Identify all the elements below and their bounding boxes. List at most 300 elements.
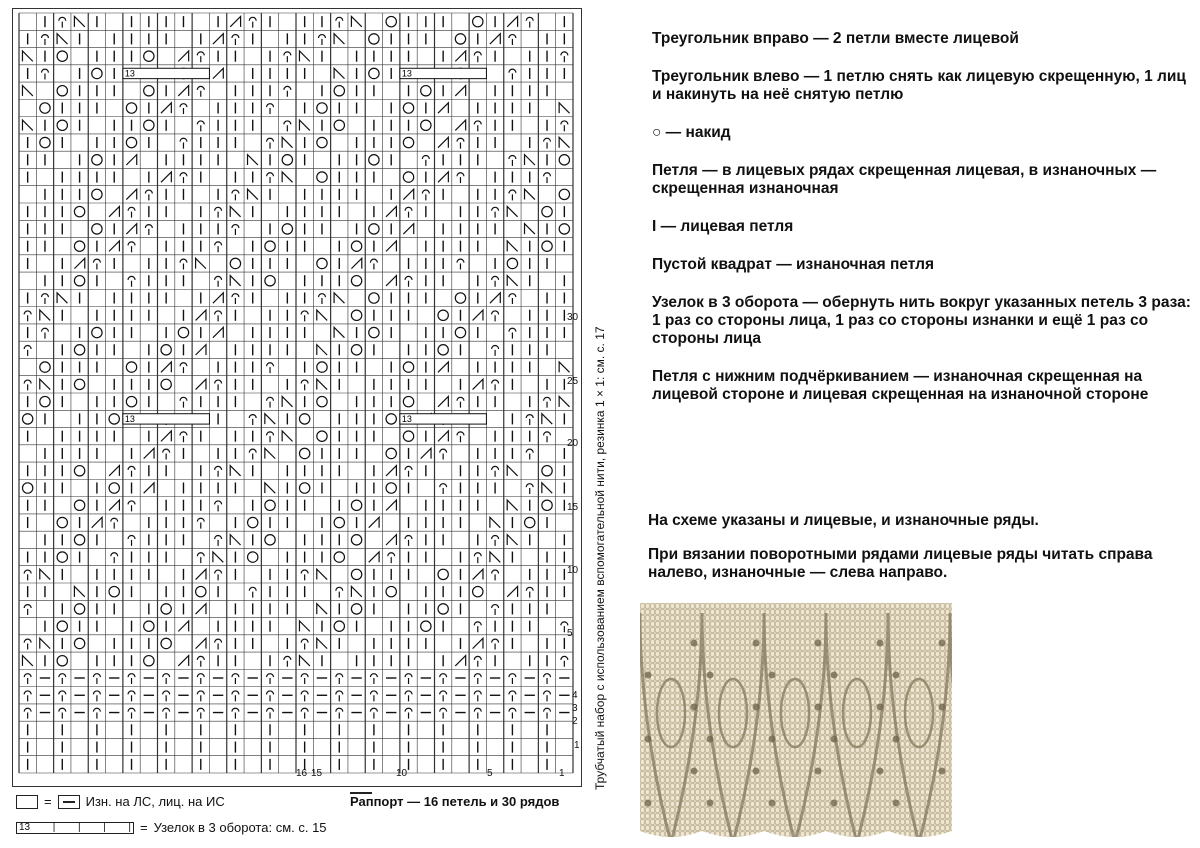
yarn-over-icon bbox=[161, 379, 171, 389]
twisted-stitch-icon bbox=[24, 674, 31, 684]
yarn-over-icon bbox=[74, 466, 84, 476]
empty-square-icon bbox=[16, 795, 38, 809]
yarn-over-icon bbox=[74, 638, 84, 648]
yarn-over-icon bbox=[403, 137, 413, 147]
k2tog-icon bbox=[178, 621, 188, 631]
twisted-stitch-icon bbox=[249, 587, 256, 597]
twisted-stitch-icon bbox=[128, 691, 135, 701]
yarn-over-icon bbox=[369, 155, 379, 165]
legend-k2tog: Треугольник вправо — 2 петли вместе лицевой bbox=[652, 30, 1019, 47]
twisted-stitch-icon bbox=[301, 311, 308, 321]
k2tog-icon bbox=[386, 276, 396, 286]
skpo-icon bbox=[559, 362, 569, 372]
twisted-stitch-icon bbox=[215, 570, 222, 580]
twisted-stitch-icon bbox=[284, 121, 291, 131]
yarn-over-icon bbox=[351, 604, 361, 614]
twisted-stitch-icon bbox=[93, 674, 100, 684]
twisted-stitch-icon bbox=[128, 674, 135, 684]
twisted-stitch-icon bbox=[59, 691, 66, 701]
twisted-stitch-icon bbox=[267, 432, 274, 442]
yarn-over-icon bbox=[57, 51, 67, 61]
twisted-stitch-icon bbox=[509, 69, 516, 79]
twisted-stitch-icon bbox=[457, 397, 464, 407]
yarn-over-icon bbox=[92, 189, 102, 199]
skpo-icon bbox=[490, 517, 500, 527]
k2tog-icon bbox=[196, 638, 206, 648]
yarn-over-icon bbox=[74, 500, 84, 510]
skpo-icon bbox=[248, 155, 258, 165]
twisted-stitch-icon bbox=[319, 294, 326, 304]
k2tog-icon bbox=[455, 86, 465, 96]
yarn-over-icon bbox=[386, 448, 396, 458]
twisted-stitch-icon bbox=[93, 259, 100, 269]
skpo-icon bbox=[299, 656, 309, 666]
yarn-over-icon bbox=[57, 621, 67, 631]
skpo-icon bbox=[22, 51, 32, 61]
twisted-stitch-icon bbox=[24, 570, 31, 580]
skpo-icon bbox=[317, 569, 327, 579]
yarn-over-icon bbox=[144, 621, 154, 631]
twisted-stitch-icon bbox=[509, 190, 516, 200]
yarn-over-icon bbox=[230, 258, 240, 268]
twisted-stitch-icon bbox=[59, 674, 66, 684]
skpo-icon bbox=[317, 345, 327, 355]
knot-bracket-icon bbox=[123, 414, 210, 424]
skpo-icon bbox=[542, 414, 552, 424]
twisted-stitch-icon bbox=[197, 553, 204, 563]
twisted-stitch-icon bbox=[509, 35, 516, 45]
knot-number: 13 bbox=[19, 822, 31, 833]
skpo-icon bbox=[559, 396, 569, 406]
k2tog-icon bbox=[144, 483, 154, 493]
k2tog-icon bbox=[126, 189, 136, 199]
skpo-icon bbox=[490, 552, 500, 562]
skpo-icon bbox=[507, 241, 517, 251]
yarn-over-icon bbox=[421, 621, 431, 631]
twisted-stitch-icon bbox=[544, 173, 551, 183]
k2tog-icon bbox=[473, 569, 483, 579]
yarn-over-icon bbox=[74, 241, 84, 251]
yarn-over-icon bbox=[144, 120, 154, 130]
knot-legend-text: Узелок в 3 оборота: см. с. 15 bbox=[153, 820, 327, 835]
yarn-over-icon bbox=[299, 414, 309, 424]
twisted-stitch-icon bbox=[526, 415, 533, 425]
yarn-over-icon bbox=[299, 483, 309, 493]
col-label-10: 10 bbox=[396, 768, 408, 779]
twisted-stitch-icon bbox=[163, 691, 170, 701]
yarn-over-icon bbox=[161, 345, 171, 355]
yarn-over-icon bbox=[126, 103, 136, 113]
twisted-stitch-icon bbox=[93, 708, 100, 718]
k2tog-icon bbox=[213, 34, 223, 44]
twisted-stitch-icon bbox=[561, 656, 568, 666]
skpo-icon bbox=[299, 51, 309, 61]
yarn-over-icon bbox=[455, 34, 465, 44]
yarn-over-icon bbox=[334, 552, 344, 562]
twisted-stitch-icon bbox=[267, 138, 274, 148]
knot-bracket-icon bbox=[400, 414, 487, 424]
k2tog-icon bbox=[386, 466, 396, 476]
skpo-icon bbox=[40, 310, 50, 320]
twisted-stitch-icon bbox=[284, 52, 291, 62]
skpo-icon bbox=[40, 379, 50, 389]
yarn-over-icon bbox=[22, 483, 32, 493]
twisted-stitch-icon bbox=[24, 380, 31, 390]
twisted-stitch-icon bbox=[440, 484, 447, 494]
twisted-stitch-icon bbox=[509, 155, 516, 165]
twisted-stitch-icon bbox=[526, 449, 533, 459]
symbol-legend bbox=[652, 30, 1197, 424]
k2tog-icon bbox=[438, 103, 448, 113]
twisted-stitch-icon bbox=[544, 674, 551, 684]
k2tog-icon bbox=[109, 241, 119, 251]
yarn-over-icon bbox=[421, 120, 431, 130]
yarn-over-icon bbox=[455, 327, 465, 337]
yarn-over-icon bbox=[351, 535, 361, 545]
k2tog-icon bbox=[178, 86, 188, 96]
chart-grid bbox=[13, 9, 581, 786]
knot-bracket-label: 13 bbox=[401, 68, 412, 79]
cast-on-note: Трубчатый набор с использованием вспомогательной нити, резинка 1 × 1: см. с. 17 bbox=[593, 326, 607, 790]
skpo-icon bbox=[542, 483, 552, 493]
skpo-icon bbox=[507, 500, 517, 510]
twisted-stitch-icon bbox=[197, 121, 204, 131]
yarn-over-icon bbox=[161, 638, 171, 648]
skpo-icon bbox=[559, 137, 569, 147]
yarn-over-icon bbox=[559, 189, 569, 199]
yarn-over-icon bbox=[299, 448, 309, 458]
yarn-over-icon bbox=[473, 16, 483, 26]
yarn-over-icon bbox=[473, 586, 483, 596]
k2tog-icon bbox=[109, 466, 119, 476]
yarn-over-icon bbox=[542, 241, 552, 251]
yarn-over-icon bbox=[74, 345, 84, 355]
knot-bracket-label: 13 bbox=[124, 414, 135, 425]
yarn-over-icon bbox=[334, 86, 344, 96]
yarn-over-icon bbox=[40, 362, 50, 372]
twisted-stitch-icon bbox=[422, 155, 429, 165]
twisted-stitch-icon bbox=[492, 276, 499, 286]
twisted-stitch-icon bbox=[301, 570, 308, 580]
k2tog-icon bbox=[473, 310, 483, 320]
knot-3-turns-icon: 13 | | | | bbox=[16, 822, 134, 834]
row-label-2: 2 bbox=[572, 716, 578, 727]
yarn-over-icon bbox=[265, 500, 275, 510]
yarn-over-icon bbox=[403, 103, 413, 113]
twisted-stitch-icon bbox=[249, 17, 256, 27]
note-direction: При вязании поворотными рядами лицевые ряды читать справа налево, изнаночные — слева направо. bbox=[648, 546, 1153, 581]
twisted-stitch-icon bbox=[301, 708, 308, 718]
twisted-stitch-icon bbox=[42, 328, 49, 338]
skpo-icon bbox=[334, 34, 344, 44]
yarn-over-icon bbox=[317, 103, 327, 113]
yarn-over-icon bbox=[403, 362, 413, 372]
twisted-stitch-icon bbox=[267, 397, 274, 407]
twisted-stitch-icon bbox=[457, 173, 464, 183]
yarn-over-icon bbox=[369, 68, 379, 78]
yarn-over-icon bbox=[438, 310, 448, 320]
rapport-text: Раппорт — 16 петель и 30 рядов bbox=[350, 794, 560, 809]
k2tog-icon bbox=[92, 517, 102, 527]
k2tog-icon bbox=[438, 137, 448, 147]
yarn-over-icon bbox=[109, 414, 119, 424]
yarn-over-icon bbox=[317, 362, 327, 372]
twisted-stitch-icon bbox=[24, 691, 31, 701]
note-rows: На схеме указаны и лицевые, и изнаночные ряды. bbox=[648, 512, 1039, 529]
row-label-15: 15 bbox=[567, 502, 579, 513]
skpo-icon bbox=[22, 120, 32, 130]
twisted-stitch-icon bbox=[111, 518, 118, 528]
twisted-stitch-icon bbox=[405, 691, 412, 701]
yarn-over-icon bbox=[455, 293, 465, 303]
skpo-icon bbox=[40, 638, 50, 648]
twisted-stitch-icon bbox=[284, 656, 291, 666]
k2tog-icon bbox=[161, 103, 171, 113]
yarn-over-icon bbox=[369, 293, 379, 303]
twisted-stitch-icon bbox=[24, 708, 31, 718]
twisted-stitch-icon bbox=[180, 397, 187, 407]
twisted-stitch-icon bbox=[24, 605, 31, 615]
yarn-over-icon bbox=[92, 155, 102, 165]
purl-legend-text: Изн. на ЛС, лиц. на ИС bbox=[85, 794, 225, 809]
twisted-stitch-icon bbox=[128, 276, 135, 286]
twisted-stitch-icon bbox=[145, 225, 152, 235]
twisted-stitch-icon bbox=[440, 691, 447, 701]
skpo-icon bbox=[525, 189, 535, 199]
twisted-stitch-icon bbox=[128, 242, 135, 252]
k2tog-icon bbox=[369, 552, 379, 562]
k2tog-icon bbox=[144, 448, 154, 458]
yarn-over-icon bbox=[178, 327, 188, 337]
k2tog-icon bbox=[438, 431, 448, 441]
twisted-stitch-icon bbox=[145, 190, 152, 200]
twisted-stitch-icon bbox=[197, 674, 204, 684]
twisted-stitch-icon bbox=[42, 35, 49, 45]
twisted-stitch-icon bbox=[93, 691, 100, 701]
twisted-stitch-icon bbox=[301, 639, 308, 649]
twisted-stitch-icon bbox=[474, 52, 481, 62]
legend-purl: Пустой квадрат — изнаночная петля bbox=[652, 256, 935, 273]
yarn-over-icon bbox=[386, 483, 396, 493]
twisted-stitch-icon bbox=[267, 173, 274, 183]
twisted-stitch-icon bbox=[492, 605, 499, 615]
yarn-over-icon bbox=[317, 258, 327, 268]
twisted-stitch-icon bbox=[180, 104, 187, 114]
yarn-over-icon bbox=[351, 241, 361, 251]
skpo-icon bbox=[317, 604, 327, 614]
yarn-over-icon bbox=[542, 206, 552, 216]
yarn-over-icon bbox=[317, 137, 327, 147]
skpo-icon bbox=[213, 552, 223, 562]
yarn-over-icon bbox=[92, 224, 102, 234]
twisted-stitch-icon bbox=[526, 587, 533, 597]
twisted-stitch-icon bbox=[232, 225, 239, 235]
twisted-stitch-icon bbox=[215, 311, 222, 321]
k2tog-icon bbox=[455, 120, 465, 130]
twisted-stitch-icon bbox=[249, 415, 256, 425]
k2tog-icon bbox=[438, 396, 448, 406]
twisted-stitch-icon bbox=[440, 449, 447, 459]
skpo-icon bbox=[40, 569, 50, 579]
twisted-stitch-icon bbox=[232, 708, 239, 718]
skpo-icon bbox=[230, 206, 240, 216]
yarn-over-icon bbox=[40, 396, 50, 406]
twisted-stitch-icon bbox=[526, 484, 533, 494]
legend-skpo: Треугольник влево — 1 петлю снять как лицевую скрещенную, 1 лиц и накинуть на неё снятую петлю bbox=[652, 68, 1186, 103]
legend-knot: Узелок в 3 оборота — обернуть нить вокруг указанных петель 3 раза: 1 раз со стороны лица, 1 раз со стороны изнанки и ещё 1 раз со стороны лица bbox=[652, 294, 1191, 347]
twisted-stitch-icon bbox=[180, 173, 187, 183]
yarn-over-icon bbox=[196, 586, 206, 596]
twisted-stitch-icon bbox=[336, 587, 343, 597]
yarn-over-icon bbox=[144, 51, 154, 61]
yarn-over-icon bbox=[109, 483, 119, 493]
row-label-10: 10 bbox=[567, 565, 579, 576]
k2tog-icon bbox=[213, 68, 223, 78]
k2tog-icon bbox=[455, 656, 465, 666]
skpo-icon bbox=[22, 86, 32, 96]
twisted-stitch-icon bbox=[180, 363, 187, 373]
twisted-stitch-icon bbox=[232, 674, 239, 684]
k2tog-icon bbox=[473, 638, 483, 648]
twisted-stitch-icon bbox=[197, 86, 204, 96]
yarn-over-icon bbox=[559, 155, 569, 165]
yarn-over-icon bbox=[265, 276, 275, 286]
twisted-stitch-icon bbox=[457, 138, 464, 148]
k2tog-icon bbox=[196, 569, 206, 579]
k2tog-icon bbox=[386, 500, 396, 510]
twisted-stitch-icon bbox=[405, 708, 412, 718]
skpo-icon bbox=[317, 310, 327, 320]
k2tog-icon bbox=[386, 241, 396, 251]
k2tog-icon bbox=[126, 224, 136, 234]
skpo-icon bbox=[265, 414, 275, 424]
col-label-5: 5 bbox=[487, 768, 493, 779]
yarn-over-icon bbox=[22, 414, 32, 424]
lace-pattern-image bbox=[640, 603, 952, 843]
twisted-stitch-icon bbox=[59, 708, 66, 718]
k2tog-icon bbox=[369, 517, 379, 527]
twisted-stitch-icon bbox=[24, 311, 31, 321]
yarn-over-icon bbox=[542, 500, 552, 510]
yarn-over-icon bbox=[144, 656, 154, 666]
yarn-over-icon bbox=[403, 172, 413, 182]
skpo-icon bbox=[317, 379, 327, 389]
twisted-stitch-icon bbox=[232, 691, 239, 701]
twisted-stitch-icon bbox=[267, 363, 274, 373]
skpo-icon bbox=[196, 258, 206, 268]
twisted-stitch-icon bbox=[24, 346, 31, 356]
twisted-stitch-icon bbox=[267, 708, 274, 718]
yarn-over-icon bbox=[248, 517, 258, 527]
twisted-stitch-icon bbox=[370, 708, 377, 718]
twisted-stitch-icon bbox=[284, 86, 291, 96]
skpo-icon bbox=[265, 448, 275, 458]
twisted-stitch-icon bbox=[474, 708, 481, 718]
skpo-icon bbox=[351, 586, 361, 596]
k2tog-icon bbox=[109, 206, 119, 216]
yarn-over-icon bbox=[386, 16, 396, 26]
twisted-stitch-icon bbox=[457, 432, 464, 442]
twisted-stitch-icon bbox=[128, 207, 135, 217]
yarn-over-icon bbox=[317, 396, 327, 406]
k2tog-icon bbox=[161, 172, 171, 182]
twisted-stitch-icon bbox=[336, 674, 343, 684]
k2tog-icon bbox=[161, 362, 171, 372]
yarn-over-icon bbox=[126, 396, 136, 406]
yarn-over-icon bbox=[265, 535, 275, 545]
k2tog-icon bbox=[403, 224, 413, 234]
yarn-over-icon bbox=[57, 86, 67, 96]
twisted-stitch-icon bbox=[249, 449, 256, 459]
yarn-over-icon bbox=[351, 276, 361, 286]
skpo-icon bbox=[317, 638, 327, 648]
row-label-3: 3 bbox=[572, 703, 578, 714]
twisted-stitch-icon bbox=[474, 674, 481, 684]
yarn-over-icon bbox=[369, 34, 379, 44]
skpo-icon bbox=[525, 224, 535, 234]
yarn-over-icon bbox=[126, 137, 136, 147]
row-label-25: 25 bbox=[567, 376, 579, 387]
k2tog-icon bbox=[126, 155, 136, 165]
twisted-stitch-icon bbox=[544, 708, 551, 718]
knitting-chart bbox=[12, 8, 582, 787]
skpo-icon bbox=[74, 16, 84, 26]
twisted-stitch-icon bbox=[370, 674, 377, 684]
knot-legend: 13 | | | | = Узелок в 3 оборота: см. с. 15 bbox=[16, 820, 327, 835]
twisted-stitch-icon bbox=[370, 691, 377, 701]
twisted-stitch-icon bbox=[232, 294, 239, 304]
twisted-stitch-icon bbox=[509, 674, 516, 684]
twisted-stitch-icon bbox=[457, 259, 464, 269]
yarn-over-icon bbox=[317, 172, 327, 182]
yarn-over-icon bbox=[57, 656, 67, 666]
yarn-over-icon bbox=[265, 241, 275, 251]
k2tog-icon bbox=[230, 16, 240, 26]
yarn-over-icon bbox=[351, 310, 361, 320]
yarn-over-icon bbox=[161, 604, 171, 614]
twisted-stitch-icon bbox=[197, 656, 204, 666]
skpo-icon bbox=[559, 103, 569, 113]
skpo-icon bbox=[334, 68, 344, 78]
purl-legend: = Изн. на ЛС, лиц. на ИС bbox=[16, 794, 225, 809]
k2tog-icon bbox=[196, 604, 206, 614]
k2tog-icon bbox=[386, 206, 396, 216]
twisted-stitch-icon bbox=[319, 35, 326, 45]
twisted-stitch-icon bbox=[232, 190, 239, 200]
twisted-stitch-icon bbox=[301, 691, 308, 701]
k2tog-icon bbox=[74, 258, 84, 268]
twisted-stitch-icon bbox=[561, 121, 568, 131]
twisted-stitch-icon bbox=[163, 674, 170, 684]
skpo-icon bbox=[230, 276, 240, 286]
twisted-stitch-icon bbox=[440, 708, 447, 718]
twisted-stitch-icon bbox=[215, 380, 222, 390]
k2tog-icon bbox=[196, 345, 206, 355]
twisted-stitch-icon bbox=[544, 432, 551, 442]
yarn-over-icon bbox=[369, 327, 379, 337]
knot-bracket-icon bbox=[400, 68, 487, 78]
twisted-stitch-icon bbox=[492, 345, 499, 355]
twisted-stitch-icon bbox=[301, 380, 308, 390]
skpo-icon bbox=[282, 396, 292, 406]
twisted-stitch-icon bbox=[526, 17, 533, 27]
twisted-stitch-icon bbox=[197, 518, 204, 528]
col-label-15: 15 bbox=[311, 768, 323, 779]
yarn-over-icon bbox=[351, 500, 361, 510]
twisted-stitch-icon bbox=[405, 276, 412, 286]
skpo-icon bbox=[248, 189, 258, 199]
legend-twisted: Петля — в лицевых рядах скрещенная лицевая, в изнаночных — скрещенная изнаночная bbox=[652, 162, 1157, 197]
